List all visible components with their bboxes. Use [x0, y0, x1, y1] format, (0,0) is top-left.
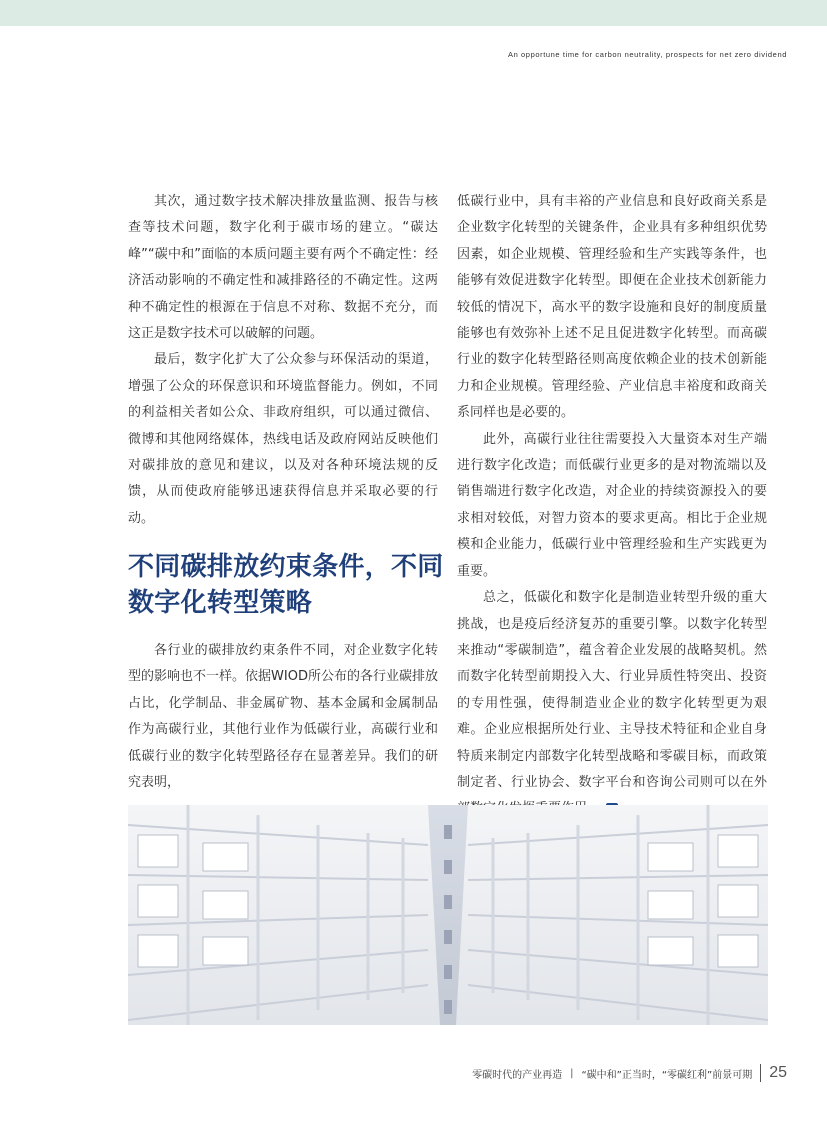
page-footer: [472, 1064, 787, 1082]
paragraph: 最后，数字化扩大了公众参与环保活动的渠道，增强了公众的环保意识和环境监督能力。例如，不同的利益相关者如公众、非政府组织，可以通过微信、微博和其他网络媒体，热线电话及政府网站反映他们对碳排放的意见和建议，以及对各种环境法规的反馈，从而使政府能够迅速获得信息并采取必要的行动。: [128, 352, 438, 526]
top-color-band: [0, 0, 827, 26]
paragraph-final: [457, 585, 767, 823]
photo-white-shelves: [128, 805, 768, 1025]
section-heading: 不同碳排放约束条件，不同数字化转型策略: [128, 552, 444, 618]
paragraph: 各行业的碳排放约束条件不同，对企业数字化转型的影响也不一样。依据WIOD所公布的各行业碳排放占比，化学制品、非金属矿物、基本金属和金属制品作为高碳行业，其他行业作为低碳行业，高碳行业和低碳行业的数字化转型路径存在显著差异。我们的研究表明，: [128, 643, 438, 791]
photo-illustration: [128, 805, 768, 1025]
right-column-text: [457, 189, 767, 823]
footer-subtitle: “碳中和”正当时，“零碳红利”前景可期: [581, 1069, 753, 1081]
section-body-text: [128, 638, 438, 796]
paragraph-continuation: 低碳行业中，具有丰裕的产业信息和良好政商关系是企业数字化转型的关键条件，企业具有多种组织优势因素，如企业规模、管理经验和生产实践等条件，也能够有效促进数字化转型。即便在企业技术创新能力较低的情况下，高水平的数字设施和良好的制度质量能够也有效弥补上述不足且促进数字化转型。而高碳行业的数字化转型路径则高度依赖企业的技术创新能力和企业规模。管理经验、产业信息丰裕度和政商关系同样也是必要的。: [457, 194, 767, 421]
footer-divider: [760, 1064, 761, 1082]
left-column-text: [128, 189, 438, 532]
running-header: An opportune time for carbon neutrality, prospects for net zero dividend: [507, 50, 787, 59]
final-paragraph-text: 总之，低碳化和数字化是制造业转型升级的重大挑战，也是疫后经济复苏的重要引擎。以数字化转型来推动“零碳制造”，蕴含着企业发展的战略契机。然而数字化转型前期投入大、行业异质性特突出、投资的专用性强，使得制造业企业的数字化转型更为艰难。企业应根据所处行业、主导技术特征和企业自身特质来制定内部数字化转型战略和零碳目标，而政策制定者、行业协会、数字平台和咨询公司则可以在外: [457, 590, 767, 790]
paragraph: 其次，通过数字技术解决排放量监测、报告与核查等技术问题，数字化利于碳市场的建立。“碳达峰”“碳中和”面临的本质问题主要有两个不确定性：经济活动影响的不确定性和减排路径的不确定性。这两种不确定性的根源在于信息不对称、数据不充分，而这正是数字技术可以破解的问题。: [128, 194, 438, 342]
page-number: 25: [769, 1064, 787, 1081]
footer-publication: 零碳时代的产业再造: [472, 1069, 563, 1081]
paragraph: 此外，高碳行业往往需要投入大量资本对生产端进行数字化改造；而低碳行业更多的是对物流端以及销售端进行数字化改造，对企业的持续资源投入的要求相对较低，对智力资本的要求更高。相比于企业规模和企业能力，低碳行业中管理经验和生产实践更为重要。: [457, 431, 767, 579]
footer-separator: |: [570, 1067, 574, 1079]
